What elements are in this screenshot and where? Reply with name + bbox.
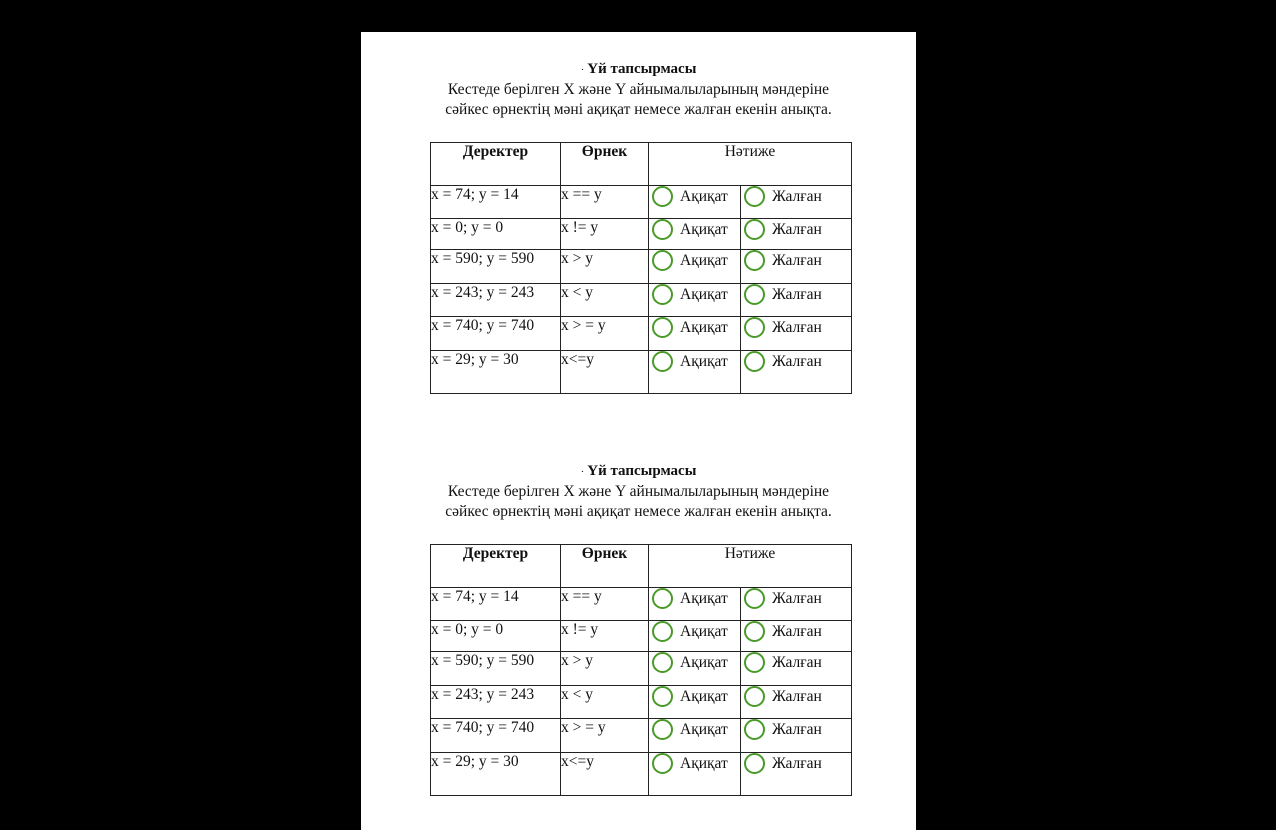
false-label: Жалған [772, 352, 822, 370]
table-row [431, 686, 852, 719]
table-header-row [431, 545, 852, 588]
true-option[interactable] [649, 686, 741, 719]
false-label: Жалған [772, 318, 822, 336]
expression-cell: x<=y [561, 753, 649, 796]
true-label: Ақиқат [680, 318, 728, 336]
instruction-line-1: Кестеде берілген X және Y айнымалыларының мәндеріне [447, 483, 830, 500]
true-label: Ақиқат [680, 220, 728, 238]
true-label: Ақиқат [680, 352, 728, 370]
table-header-row [431, 143, 852, 186]
table-row [431, 753, 852, 796]
table-row [431, 719, 852, 753]
radio-circle-icon[interactable] [744, 719, 765, 740]
false-option[interactable] [741, 317, 852, 351]
radio-circle-icon[interactable] [652, 250, 673, 271]
table-row [431, 351, 852, 394]
radio-circle-icon[interactable] [744, 652, 765, 673]
radio-circle-icon[interactable] [744, 186, 765, 207]
false-label: Жалған [772, 220, 822, 238]
radio-circle-icon[interactable] [744, 317, 765, 338]
false-option[interactable] [741, 652, 852, 686]
false-option[interactable] [741, 686, 852, 719]
bullet: · [580, 64, 585, 76]
table-row [431, 652, 852, 686]
radio-circle-icon[interactable] [652, 719, 673, 740]
radio-circle-icon[interactable] [652, 652, 673, 673]
expression-cell: x<=y [561, 351, 649, 394]
radio-circle-icon[interactable] [744, 588, 765, 609]
data-cell: x = 29; y = 30 [431, 351, 561, 394]
section-title-text: Үй тапсырмасы [587, 463, 697, 479]
expression-cell: x != y [561, 621, 649, 652]
true-option[interactable] [649, 621, 741, 652]
table-row [431, 588, 852, 621]
true-option[interactable] [649, 250, 741, 284]
data-cell: x = 740; y = 740 [431, 317, 561, 351]
data-cell: x = 0; y = 0 [431, 219, 561, 250]
true-label: Ақиқат [680, 687, 728, 705]
true-label: Ақиқат [680, 251, 728, 269]
table-row [431, 317, 852, 351]
false-option[interactable] [741, 351, 852, 394]
radio-circle-icon[interactable] [652, 588, 673, 609]
radio-circle-icon[interactable] [744, 219, 765, 240]
true-label: Ақиқат [680, 720, 728, 738]
table-row [431, 621, 852, 652]
radio-circle-icon[interactable] [652, 186, 673, 207]
true-option[interactable] [649, 652, 741, 686]
section-title-text: Үй тапсырмасы [587, 61, 697, 77]
radio-circle-icon[interactable] [744, 753, 765, 774]
false-label: Жалған [772, 720, 822, 738]
table-row [431, 250, 852, 284]
true-label: Ақиқат [680, 653, 728, 671]
true-option[interactable] [649, 284, 741, 317]
table-row [431, 186, 852, 219]
false-label: Жалған [772, 754, 822, 772]
instruction-line-1: Кестеде берілген X және Y айнымалыларының мәндеріне [447, 81, 830, 98]
false-label: Жалған [772, 187, 822, 205]
true-option[interactable] [649, 351, 741, 394]
header-data: Деректер [431, 143, 561, 186]
radio-circle-icon[interactable] [652, 753, 673, 774]
radio-circle-icon[interactable] [652, 621, 673, 642]
false-label: Жалған [772, 285, 822, 303]
radio-circle-icon[interactable] [744, 351, 765, 372]
true-option[interactable] [649, 719, 741, 753]
false-option[interactable] [741, 284, 852, 317]
expression-cell: x < y [561, 284, 649, 317]
false-option[interactable] [741, 719, 852, 753]
instruction-line-2: сәйкес өрнектің мәні ақиқат немесе жалған екенін анықта. [445, 503, 832, 520]
false-option[interactable] [741, 588, 852, 621]
false-option[interactable] [741, 186, 852, 219]
true-option[interactable] [649, 219, 741, 250]
radio-circle-icon[interactable] [652, 219, 673, 240]
data-cell: x = 0; y = 0 [431, 621, 561, 652]
false-option[interactable] [741, 219, 852, 250]
section-title [361, 60, 916, 78]
data-cell: x = 74; y = 14 [431, 186, 561, 219]
radio-circle-icon[interactable] [744, 250, 765, 271]
task-table [430, 142, 852, 394]
document-page [361, 32, 916, 830]
false-label: Жалған [772, 687, 822, 705]
radio-circle-icon[interactable] [652, 284, 673, 305]
expression-cell: x == y [561, 588, 649, 621]
header-result: Нәтиже [649, 143, 852, 186]
data-cell: x = 243; y = 243 [431, 686, 561, 719]
data-cell: x = 243; y = 243 [431, 284, 561, 317]
header-expression: Өрнек [561, 545, 649, 588]
false-label: Жалған [772, 622, 822, 640]
expression-cell: x < y [561, 686, 649, 719]
radio-circle-icon[interactable] [652, 317, 673, 338]
true-label: Ақиқат [680, 187, 728, 205]
header-expression: Өрнек [561, 143, 649, 186]
data-cell: x = 74; y = 14 [431, 588, 561, 621]
radio-circle-icon[interactable] [744, 621, 765, 642]
header-result: Нәтиже [649, 545, 852, 588]
data-cell: x = 590; y = 590 [431, 652, 561, 686]
false-option[interactable] [741, 621, 852, 652]
true-label: Ақиқат [680, 285, 728, 303]
data-cell: x = 590; y = 590 [431, 250, 561, 284]
expression-cell: x > = y [561, 719, 649, 753]
true-option[interactable] [649, 186, 741, 219]
false-label: Жалған [772, 653, 822, 671]
expression-cell: x == y [561, 186, 649, 219]
true-option[interactable] [649, 753, 741, 796]
header-data: Деректер [431, 545, 561, 588]
section-title [361, 462, 916, 480]
expression-cell: x > y [561, 250, 649, 284]
data-cell: x = 740; y = 740 [431, 719, 561, 753]
false-option[interactable] [741, 250, 852, 284]
true-option[interactable] [649, 588, 741, 621]
false-label: Жалған [772, 589, 822, 607]
table-row [431, 219, 852, 250]
true-label: Ақиқат [680, 754, 728, 772]
instruction-line-2: сәйкес өрнектің мәні ақиқат немесе жалған екенін анықта. [445, 101, 832, 118]
expression-cell: x != y [561, 219, 649, 250]
true-label: Ақиқат [680, 622, 728, 640]
true-option[interactable] [649, 317, 741, 351]
radio-circle-icon[interactable] [652, 686, 673, 707]
radio-circle-icon[interactable] [744, 284, 765, 305]
table-row [431, 284, 852, 317]
true-label: Ақиқат [680, 589, 728, 607]
false-option[interactable] [741, 753, 852, 796]
data-cell: x = 29; y = 30 [431, 753, 561, 796]
expression-cell: x > = y [561, 317, 649, 351]
false-label: Жалған [772, 251, 822, 269]
radio-circle-icon[interactable] [652, 351, 673, 372]
radio-circle-icon[interactable] [744, 686, 765, 707]
bullet: · [580, 466, 585, 478]
expression-cell: x > y [561, 652, 649, 686]
task-table [430, 544, 852, 796]
